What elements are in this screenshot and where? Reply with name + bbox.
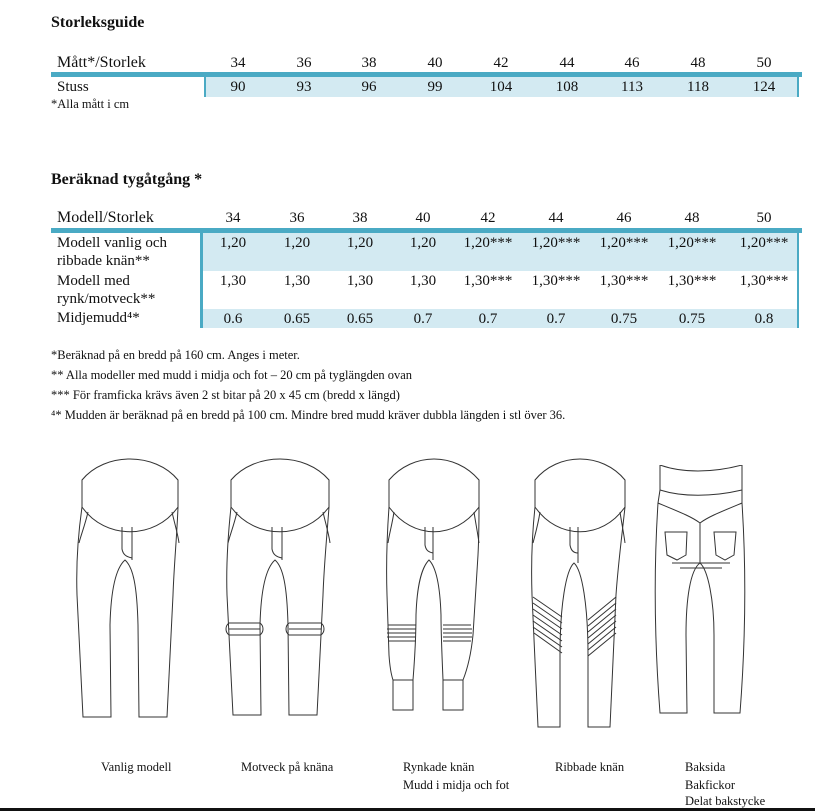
fabric-value-cell: 0.7 <box>478 311 498 327</box>
fabric-value-cell: 0.65 <box>346 311 374 327</box>
fabric-header-label: Modell/Storlek <box>57 209 154 226</box>
fabric-value-cell: 1,20 <box>283 235 311 251</box>
fabric-value-cell: 1,30*** <box>599 273 649 289</box>
fabric-row-label: ribbade knän** <box>57 253 150 269</box>
size-header-cell: 46 <box>624 55 640 71</box>
size-header-cell: 40 <box>427 55 443 71</box>
fabric-note: *Beräknad på en bredd på 160 cm. Anges i meter. <box>51 348 300 362</box>
fabric-row-label: Modell med <box>57 273 130 289</box>
size-header-cell: 38 <box>361 55 377 71</box>
model-caption: Motveck på knäna <box>241 760 334 774</box>
fabric-value-cell: 1,20*** <box>739 235 789 251</box>
pants-knee-pleats-icon <box>225 455 335 720</box>
fabric-value-cell: 1,20*** <box>531 235 581 251</box>
model-caption: Vanlig modell <box>101 760 172 774</box>
model-caption: Mudd i midja och fot <box>403 778 510 792</box>
fabric-value-cell: 1,20*** <box>599 235 649 251</box>
size-guide-footnote: *Alla mått i cm <box>51 97 130 111</box>
size-value-cell: 124 <box>752 79 776 95</box>
fabric-value-cell: 1,30*** <box>531 273 581 289</box>
size-header-cell: 42 <box>493 55 509 71</box>
fabric-value-cell: 1,30*** <box>667 273 717 289</box>
fabric-header-cell: 36 <box>289 210 305 226</box>
fabric-value-cell: 0.7 <box>546 311 566 327</box>
pants-ribbed-knees-icon <box>530 455 630 735</box>
size-guide-row-label: Stuss <box>57 79 89 95</box>
fabric-row-label: rynk/motveck** <box>57 291 156 307</box>
size-header-cell: 50 <box>756 55 772 71</box>
fabric-value-cell: 1,20 <box>219 235 247 251</box>
fabric-value-cell: 1,30 <box>219 273 247 289</box>
size-header-cell: 36 <box>296 55 312 71</box>
fabric-value-cell: 1,30*** <box>739 273 789 289</box>
model-caption: Delat bakstycke <box>685 794 766 808</box>
size-value-cell: 93 <box>296 79 312 95</box>
fabric-header-cell: 46 <box>616 210 632 226</box>
fabric-header-cell: 50 <box>756 210 772 226</box>
fabric-header-cell: 40 <box>415 210 431 226</box>
model-caption: Baksida <box>685 760 726 774</box>
size-value-cell: 104 <box>489 79 513 95</box>
size-guide-header-label: Mått*/Storlek <box>57 54 146 71</box>
fabric-value-cell: 1,20 <box>346 235 374 251</box>
size-guide-title: Storleksguide <box>51 14 145 31</box>
fabric-value-cell: 1,20 <box>409 235 437 251</box>
size-value-cell: 90 <box>230 79 246 95</box>
fabric-value-cell: 0.6 <box>223 311 243 327</box>
fabric-value-cell: 1,30 <box>346 273 374 289</box>
size-header-cell: 44 <box>559 55 575 71</box>
size-header-cell: 34 <box>230 55 246 71</box>
fabric-value-cell: 1,30 <box>409 273 437 289</box>
size-value-cell: 108 <box>555 79 579 95</box>
fabric-header-cell: 48 <box>684 210 700 226</box>
fabric-row-label: Midjemudd⁴* <box>57 310 140 326</box>
fabric-value-cell: 0.7 <box>413 311 433 327</box>
fabric-title: Beräknad tygåtgång * <box>51 171 203 188</box>
fabric-value-cell: 0.75 <box>610 311 638 327</box>
size-value-cell: 99 <box>427 79 443 95</box>
fabric-header-cell: 44 <box>548 210 564 226</box>
size-value-cell: 113 <box>621 79 643 95</box>
fabric-header-cell: 38 <box>352 210 368 226</box>
fabric-value-cell: 0.8 <box>754 311 774 327</box>
fabric-value-cell: 0.75 <box>678 311 706 327</box>
model-caption: Bakfickor <box>685 778 735 792</box>
fabric-note: ** Alla modeller med mudd i midja och fot – 20 cm på tyglängden ovan <box>51 368 413 382</box>
model-caption: Rynkade knän <box>403 760 475 774</box>
fabric-note: ⁴* Mudden är beräknad på en bredd på 100 cm. Mindre bred mudd kräver dubbla längden i stl över 36. <box>51 408 566 422</box>
size-value-cell: 96 <box>361 79 377 95</box>
fabric-row-label: Modell vanlig och <box>57 235 167 251</box>
pants-gathered-knees-icon <box>385 455 485 720</box>
size-header-cell: 48 <box>690 55 706 71</box>
pants-regular-icon <box>75 455 185 720</box>
fabric-value-cell: 1,30*** <box>463 273 513 289</box>
fabric-note: *** För framficka krävs även 2 st bitar på 20 x 45 cm (bredd x längd) <box>51 388 400 402</box>
fabric-header-cell: 34 <box>225 210 241 226</box>
fabric-value-cell: 1,20*** <box>463 235 513 251</box>
model-caption: Ribbade knän <box>555 760 625 774</box>
pants-back-icon <box>652 465 752 720</box>
fabric-value-cell: 1,20*** <box>667 235 717 251</box>
fabric-value-cell: 1,30 <box>283 273 311 289</box>
size-value-cell: 118 <box>687 79 709 95</box>
fabric-value-cell: 0.65 <box>283 311 311 327</box>
fabric-header-cell: 42 <box>480 210 496 226</box>
